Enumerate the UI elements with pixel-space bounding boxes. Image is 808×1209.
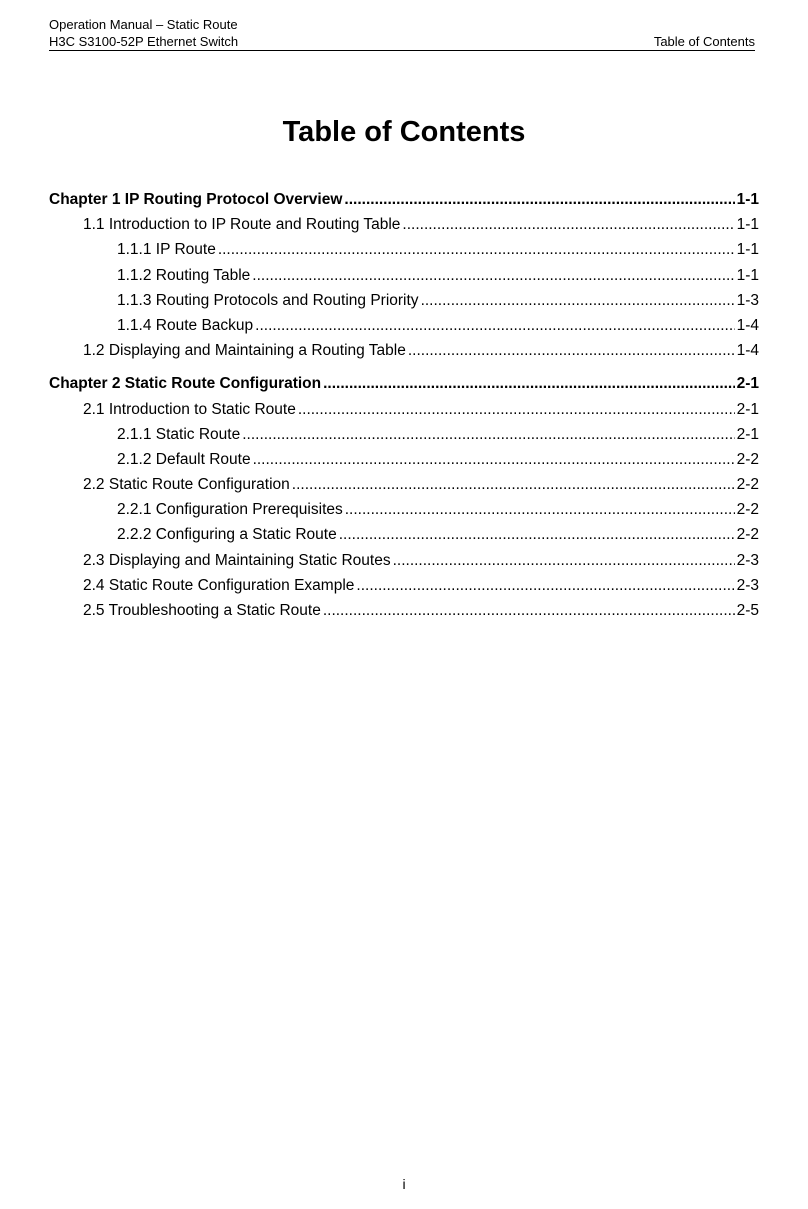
toc-dot-leader bbox=[356, 575, 734, 597]
toc-page-number: 2-2 bbox=[736, 476, 759, 494]
toc-dot-leader bbox=[255, 315, 734, 337]
toc-entry-chapter-1[interactable] bbox=[49, 189, 759, 214]
toc-entry-2-1[interactable] bbox=[49, 399, 759, 424]
toc-dot-leader bbox=[345, 499, 735, 521]
toc-entry-2-2-2[interactable] bbox=[49, 524, 759, 549]
toc-page-number: 1-1 bbox=[736, 191, 759, 208]
toc-entry-title: 1.1.4 Route Backup bbox=[117, 316, 254, 334]
toc-page-number: 2-2 bbox=[736, 501, 759, 519]
toc-entry-title: 1.1.2 Routing Table bbox=[117, 266, 251, 284]
toc-page-number: 2-2 bbox=[736, 526, 759, 544]
toc-entry-2-2-1[interactable] bbox=[49, 499, 759, 524]
toc-entry-title: 2.4 Static Route Configuration Example bbox=[83, 576, 355, 594]
toc-entry-1-1[interactable] bbox=[49, 214, 759, 239]
toc-entry-title: 1.1.3 Routing Protocols and Routing Priority bbox=[117, 291, 419, 309]
toc-entry-title: 2.3 Displaying and Maintaining Static Routes bbox=[83, 551, 391, 569]
toc-entry-1-1-4[interactable] bbox=[49, 315, 759, 340]
toc-page-number: 2-3 bbox=[736, 551, 759, 569]
page-number-footer: i bbox=[402, 1176, 406, 1192]
toc-entry-title: 2.2.1 Configuration Prerequisites bbox=[117, 501, 343, 519]
toc-dot-leader bbox=[218, 239, 735, 261]
header-manual-title: Operation Manual – Static Route bbox=[49, 17, 238, 32]
toc-entry-1-2[interactable] bbox=[49, 340, 759, 365]
toc-entry-title: 2.2 Static Route Configuration bbox=[83, 476, 290, 494]
header-document-info bbox=[49, 16, 238, 50]
toc-entry-title: 2.2.2 Configuring a Static Route bbox=[117, 526, 337, 544]
toc-page-number: 2-3 bbox=[736, 576, 759, 594]
toc-page-number: 1-3 bbox=[736, 291, 759, 309]
toc-entry-1-1-2[interactable] bbox=[49, 265, 759, 290]
toc-dot-leader bbox=[393, 550, 735, 572]
toc-dot-leader bbox=[252, 265, 734, 287]
toc-entry-title: 1.1 Introduction to IP Route and Routing Table bbox=[83, 216, 401, 234]
toc-dot-leader bbox=[298, 399, 735, 421]
toc-dot-leader bbox=[402, 214, 734, 236]
toc-entry-title: Chapter 1 IP Routing Protocol Overview bbox=[49, 191, 343, 208]
page-title: Table of Contents bbox=[282, 116, 526, 148]
toc-entry-title: 2.1 Introduction to Static Route bbox=[83, 400, 296, 418]
toc-entry-title: 1.1.1 IP Route bbox=[117, 241, 216, 259]
table-of-contents bbox=[49, 189, 759, 625]
toc-page-number: 1-1 bbox=[736, 241, 759, 259]
toc-page-number: 2-1 bbox=[736, 425, 759, 443]
toc-entry-title: 1.2 Displaying and Maintaining a Routing Table bbox=[83, 342, 406, 360]
toc-dot-leader bbox=[421, 290, 735, 312]
toc-entry-1-1-1[interactable] bbox=[49, 239, 759, 264]
toc-entry-chapter-2[interactable] bbox=[49, 373, 759, 398]
toc-page-number: 1-4 bbox=[736, 342, 759, 360]
toc-dot-leader bbox=[408, 340, 735, 362]
toc-entry-2-1-2[interactable] bbox=[49, 449, 759, 474]
toc-entry-title: Chapter 2 Static Route Configuration bbox=[49, 375, 322, 393]
toc-page-number: 2-2 bbox=[736, 450, 759, 468]
toc-entry-2-5[interactable] bbox=[49, 600, 759, 625]
toc-dot-leader bbox=[323, 600, 735, 622]
toc-page-number: 2-5 bbox=[736, 602, 759, 619]
page-header bbox=[49, 16, 755, 51]
toc-entry-2-4[interactable] bbox=[49, 575, 759, 600]
toc-dot-leader bbox=[253, 449, 735, 471]
toc-dot-leader bbox=[292, 474, 735, 496]
toc-dot-leader bbox=[339, 524, 735, 546]
toc-page-number: 2-1 bbox=[736, 375, 759, 393]
toc-entry-title: 2.1.2 Default Route bbox=[117, 450, 251, 468]
toc-dot-leader bbox=[242, 424, 734, 446]
toc-page-number: 2-1 bbox=[736, 400, 759, 418]
toc-entry-title: 2.5 Troubleshooting a Static Route bbox=[83, 602, 321, 619]
toc-entry-title: 2.1.1 Static Route bbox=[117, 425, 241, 443]
toc-entry-2-1-1[interactable] bbox=[49, 424, 759, 449]
toc-page-number: 1-4 bbox=[736, 316, 759, 334]
toc-entry-1-1-3[interactable] bbox=[49, 290, 759, 315]
toc-dot-leader bbox=[344, 189, 734, 211]
header-product-name: H3C S3100-52P Ethernet Switch bbox=[49, 34, 239, 49]
toc-entry-2-3[interactable] bbox=[49, 550, 759, 575]
toc-page-number: 1-1 bbox=[736, 266, 759, 284]
toc-page-number: 1-1 bbox=[736, 216, 759, 234]
toc-entry-2-2[interactable] bbox=[49, 474, 759, 499]
header-section-name: Table of Contents bbox=[653, 34, 755, 49]
toc-dot-leader bbox=[323, 373, 734, 395]
